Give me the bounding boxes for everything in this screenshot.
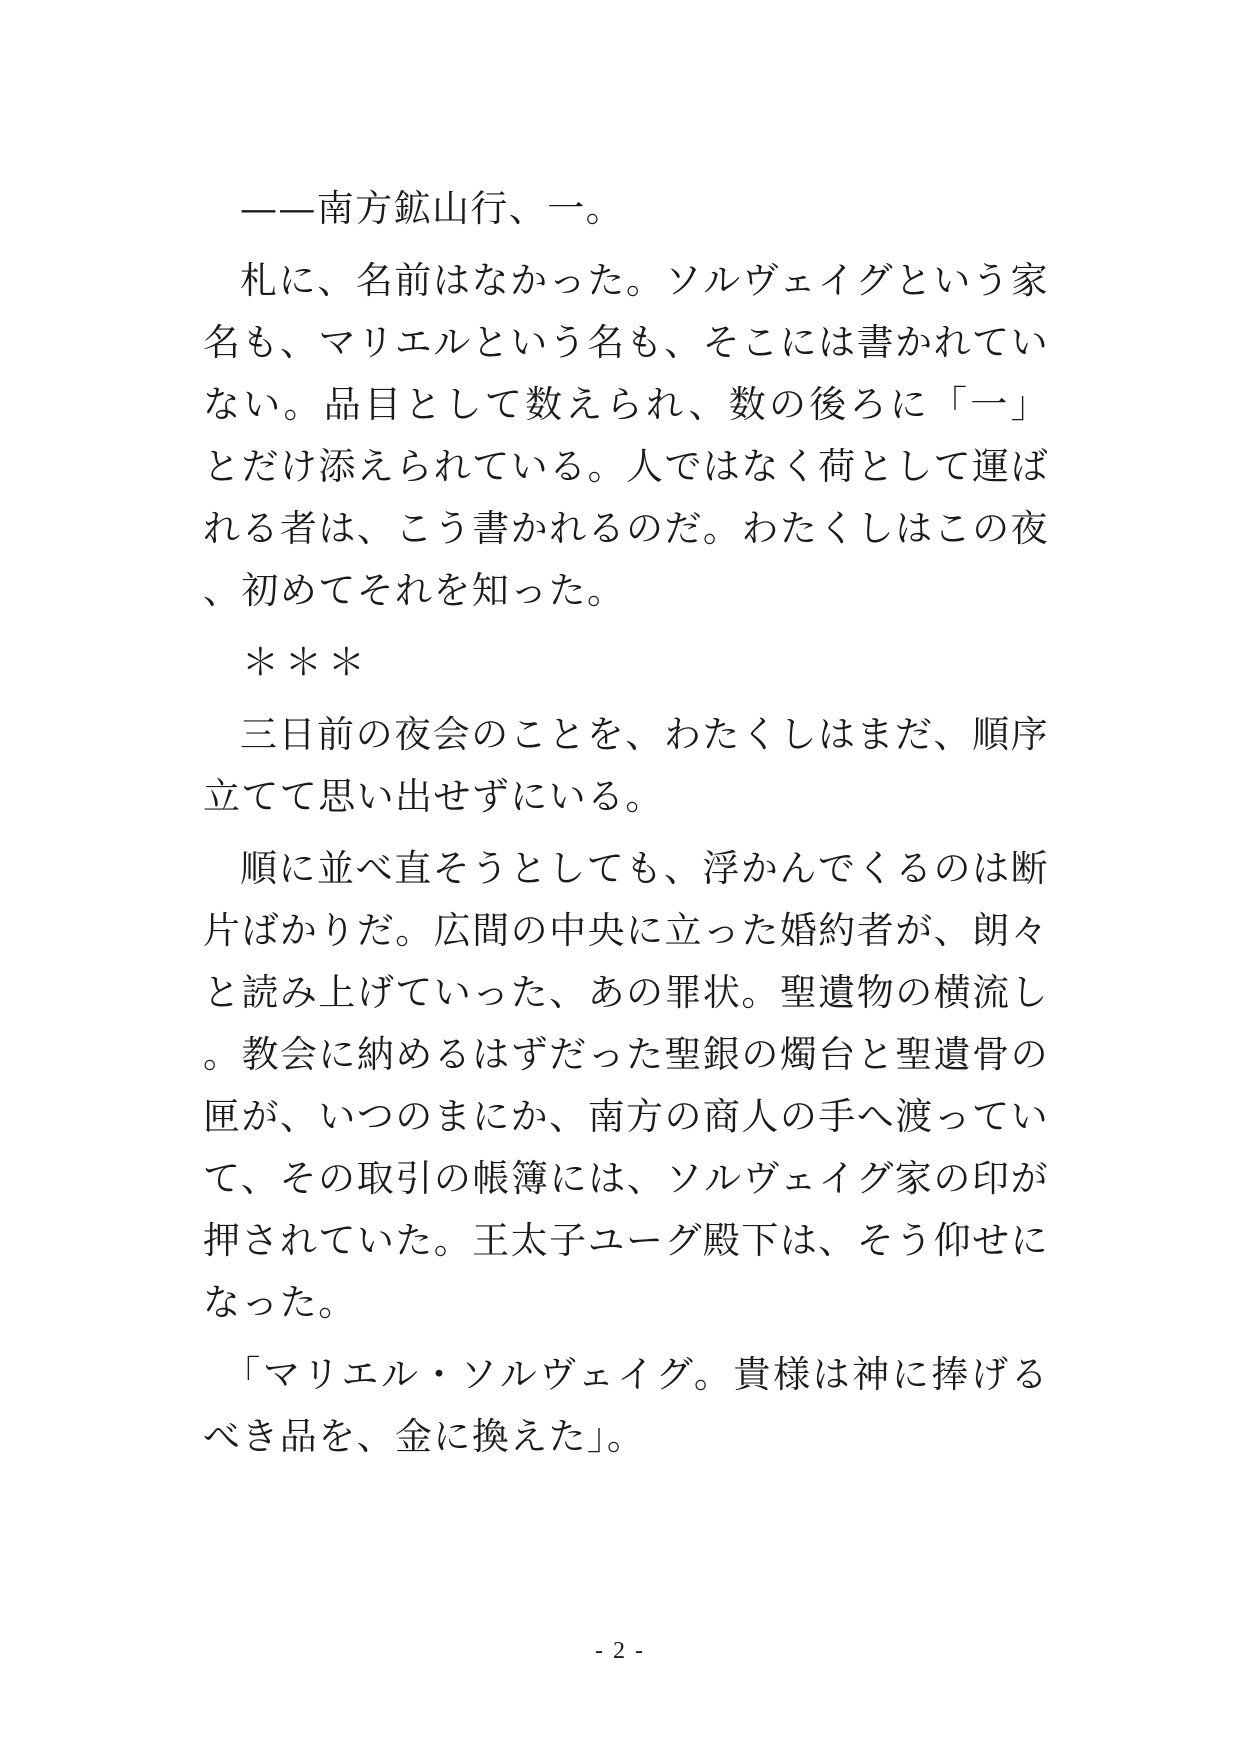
paragraph-accusation: 順に並べ直そうとしても、浮かんでくるのは断片ばかりだ。広間の中央に立った婚約者が、朗々と読み上げていった、あの罪状。聖遺物の横流し。教会に納めるはずだった聖銀の燭台と聖遺骨の匣が、いつのまにか、南方の商人の手へ渡っていて、その取引の帳簿には、ソルヴェイグ家の印が押されていた。王太子ユーグ殿下は、そう仰せになった。 bbox=[203, 847, 1049, 1324]
document-body bbox=[203, 178, 1049, 1478]
paragraph-three-days-ago: 三日前の夜会のことを、わたくしはまだ、順序立てて思い出せずにいる。 bbox=[203, 713, 1049, 818]
paragraph-opening-line: ——南方鉱山行、一。 bbox=[240, 187, 624, 230]
scene-break-separator: ＊＊＊ bbox=[241, 641, 371, 684]
paragraph-name-tag: 札に、名前はなかった。ソルヴェイグという家名も、マリエルという名も、そこには書かれていない。品目として数えられ、数の後ろに「一」とだけ添えられている。人ではなく荷として運ばれる者は、こう書かれるのだ。わたくしはこの夜、初めてそれを知った。 bbox=[203, 259, 1049, 612]
page-number: - 2 - bbox=[595, 1638, 645, 1664]
paragraph-dialogue-quote: 「マリエル・ソルヴェイグ。貴様は神に捧げるべき品を、金に換えた」。 bbox=[203, 1353, 1049, 1458]
